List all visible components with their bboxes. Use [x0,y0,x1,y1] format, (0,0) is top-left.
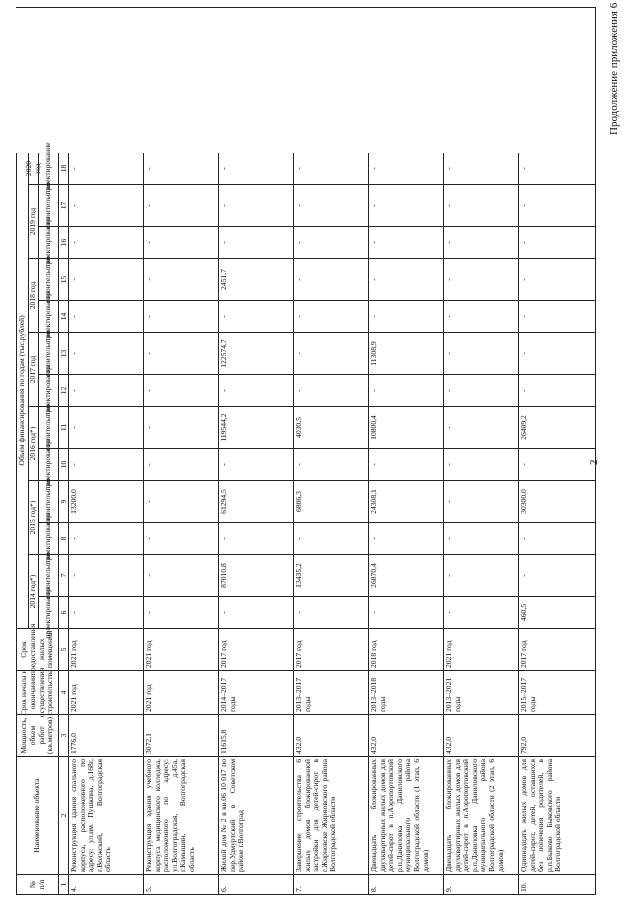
funding-value: - [518,333,596,375]
funding-value: - [443,301,518,333]
funding-value: - [143,597,218,629]
capacity-value: 432,0 [368,715,443,757]
period-value: 2013–2018 годы [368,671,443,715]
funding-value: - [68,333,143,375]
term-value: 2021 год [68,629,143,671]
funding-value: - [143,555,218,597]
column-number: 12 [58,375,68,407]
column-number: 11 [58,407,68,449]
funding-value: - [143,333,218,375]
object-name: Двенадцать блокированных двухквартирных жилых домов для детей-сирот в п.Аэропортовский р.п.Даниловка Даниловского муниципального района Волгоградской области (1 этап, 6 домов) [368,757,443,875]
funding-value: - [218,301,293,333]
capacity-value: 1776,0 [68,715,143,757]
funding-value: - [143,481,218,523]
funding-value: - [443,449,518,481]
header-financing: Объем финансирования по годам (тыс.рублей) [16,153,28,629]
funding-value: - [143,301,218,333]
funding-value: - [68,153,143,185]
column-number: 5 [58,629,68,671]
funding-value: - [293,449,368,481]
header-capacity: Мощность, объем работ (кв.метров) [16,715,58,757]
funding-value: - [68,407,143,449]
header-year: 2018 год [28,259,38,333]
funding-value: 26870,4 [368,555,443,597]
financing-table [16,7,596,895]
funding-value: - [368,597,443,629]
funding-value: - [68,259,143,301]
funding-value: - [293,333,368,375]
funding-value: - [68,555,143,597]
header-design: проектирование [38,153,58,185]
period-value: 2014–2017 годы [218,671,293,715]
column-number: 4 [58,671,68,715]
term-value: 2021 год [443,629,518,671]
funding-value: - [218,185,293,227]
period-value: 2021 год [143,671,218,715]
header-construction: строительство [38,555,58,597]
header-number: № п/п [16,875,58,895]
header-design: проектирование [38,597,58,629]
funding-value: - [443,227,518,259]
funding-value: - [518,449,596,481]
funding-value: 13435,2 [293,555,368,597]
header-year: 2016 год*) [28,407,38,481]
funding-value: - [293,301,368,333]
capacity-value: 432,0 [293,715,368,757]
header-year: 2015 год*) [28,481,38,555]
funding-value: - [293,227,368,259]
header-design: проектирование [38,227,58,259]
column-number: 14 [58,301,68,333]
object-name: Жилой дом № 2 в кв.06 10 017 по пер.Удмуртский в Советском районе г.Волгоград [218,757,293,875]
row-number: 4. [68,875,143,895]
funding-value: - [293,259,368,301]
header-design: проектирование [38,375,58,407]
term-value: 2017 год [518,629,596,671]
funding-value: 122574,7 [218,333,293,375]
funding-value: - [443,259,518,301]
funding-value: - [293,597,368,629]
funding-value: 26409,2 [518,407,596,449]
period-value: 2013–2021 годы [443,671,518,715]
funding-value: - [68,597,143,629]
header-construction: строительство [38,407,58,449]
funding-value: - [518,153,596,185]
header-construction: строительство [38,481,58,523]
funding-value: - [218,449,293,481]
header-construction: строительство [38,333,58,375]
funding-value: - [143,407,218,449]
funding-value: 24308,1 [368,481,443,523]
funding-value: 460,5 [518,597,596,629]
funding-value: - [368,185,443,227]
funding-value: - [293,185,368,227]
period-value: 2021 год [68,671,143,715]
funding-value: - [218,597,293,629]
funding-value: - [518,227,596,259]
object-name: Реконструкция здания спального корпуса, расположенного по адресу: ул.им. Пушкина, д.168г, г.Волжский, Волгоградская область [68,757,143,875]
row-number: 9. [443,875,518,895]
row-number: 5. [143,875,218,895]
period-value: 2015–2017 годы [518,671,596,715]
funding-value: - [518,555,596,597]
column-number: 2 [58,757,68,875]
funding-value: - [443,555,518,597]
column-number: 7 [58,555,68,597]
funding-value: 11308,9 [368,333,443,375]
row-number: 7. [293,875,368,895]
capacity-value: 432,0 [443,715,518,757]
funding-value: - [443,407,518,449]
column-number: 13 [58,333,68,375]
funding-value: - [518,523,596,555]
funding-value: - [368,227,443,259]
funding-value: - [368,449,443,481]
column-number: 1 [58,875,68,895]
header-year: 2014 год*) [28,555,38,629]
page-number: 2 [588,459,600,465]
header-term: Срок предоставления жилых помещений [16,629,58,671]
funding-value: - [518,375,596,407]
header-year: 2019 год [28,185,38,259]
funding-value: - [443,597,518,629]
funding-value: - [443,153,518,185]
funding-value: - [443,481,518,523]
column-number: 10 [58,449,68,481]
funding-value: - [443,185,518,227]
funding-value: - [143,449,218,481]
column-number: 3 [58,715,68,757]
header-design: проектирование [38,301,58,333]
funding-value: 119544,2 [218,407,293,449]
funding-value: - [293,153,368,185]
capacity-value: 792,0 [518,715,596,757]
header-year: 2020 год [28,153,38,185]
funding-value: - [68,227,143,259]
term-value: 2018 год [368,629,443,671]
funding-value: 4030,5 [293,407,368,449]
funding-value: - [368,523,443,555]
funding-value: - [293,523,368,555]
column-number: 16 [58,227,68,259]
funding-value: - [218,375,293,407]
funding-value: - [443,375,518,407]
funding-value: - [68,375,143,407]
funding-value: - [143,375,218,407]
funding-value: - [143,185,218,227]
funding-value: - [68,185,143,227]
capacity-value: 3072,1 [143,715,218,757]
funding-value: - [368,301,443,333]
funding-value: 61294,5 [218,481,293,523]
funding-value: - [143,523,218,555]
header-design: проектирование [38,449,58,481]
header-period: Срок начала и окончания осуществления строительства [16,671,58,715]
header-construction: строительство [38,185,58,227]
funding-value: - [368,259,443,301]
funding-value: - [443,523,518,555]
funding-value: - [368,153,443,185]
object-name: Реконструкция здания учебного корпуса медицинского колледжа, расположенного по адресу: ул.Волгоградская, д.45а, г.Камышин, Волгоградская область [143,757,218,875]
funding-value: - [518,185,596,227]
column-number: 18 [58,153,68,185]
object-name: Одиннадцать жилых домов для детей-сирот, детей, оставшихся без попечения родителей, в р.п.Быково Быковского района Волгоградской области [518,757,596,875]
funding-value: - [518,259,596,301]
funding-value: 10800,4 [368,407,443,449]
funding-value: - [68,301,143,333]
column-number: 9 [58,481,68,523]
header-construction: строительство [38,259,58,301]
funding-value: 13200,0 [68,481,143,523]
funding-value: - [218,227,293,259]
funding-value: - [143,153,218,185]
row-number: 6. [218,875,293,895]
funding-value: - [68,449,143,481]
funding-value: - [68,523,143,555]
funding-value: 87010,8 [218,555,293,597]
term-value: 2017 год [293,629,368,671]
column-number: 6 [58,597,68,629]
header-name: Наименование объекта [16,757,58,875]
funding-value: 2451,7 [218,259,293,301]
column-number: 8 [58,523,68,555]
header-design: проектирование [38,523,58,555]
row-number: 10. [518,875,596,895]
header-year: 2017 год [28,333,38,407]
funding-value: - [368,375,443,407]
row-number: 8. [368,875,443,895]
object-name: Двенадцать блокированных двухквартирных жилых домов для детей-сирот в п.Аэропортовский р.п.Даниловка Даниловского муниципального района Волгоградской области (2 этап, 6 домов) [443,757,518,875]
funding-value: - [143,259,218,301]
funding-value: 30300,0 [518,481,596,523]
funding-value: - [518,301,596,333]
funding-value: - [293,375,368,407]
continuation-label: Продолжение приложения 6 [608,2,620,135]
funding-value: - [218,523,293,555]
term-value: 2017 год [218,629,293,671]
period-value: 2013–2017 годы [293,671,368,715]
column-number: 17 [58,185,68,227]
term-value: 2021 год [143,629,218,671]
funding-value: 6806,3 [293,481,368,523]
object-name: Завершение строительства 6 жилых домов блокированной застройки для детей-сирот в г.Жирновске Жирновского района Волгоградской области [293,757,368,875]
funding-value: - [443,333,518,375]
column-number: 15 [58,259,68,301]
capacity-value: 11615,8 [218,715,293,757]
funding-value: - [143,227,218,259]
funding-value: - [218,153,293,185]
